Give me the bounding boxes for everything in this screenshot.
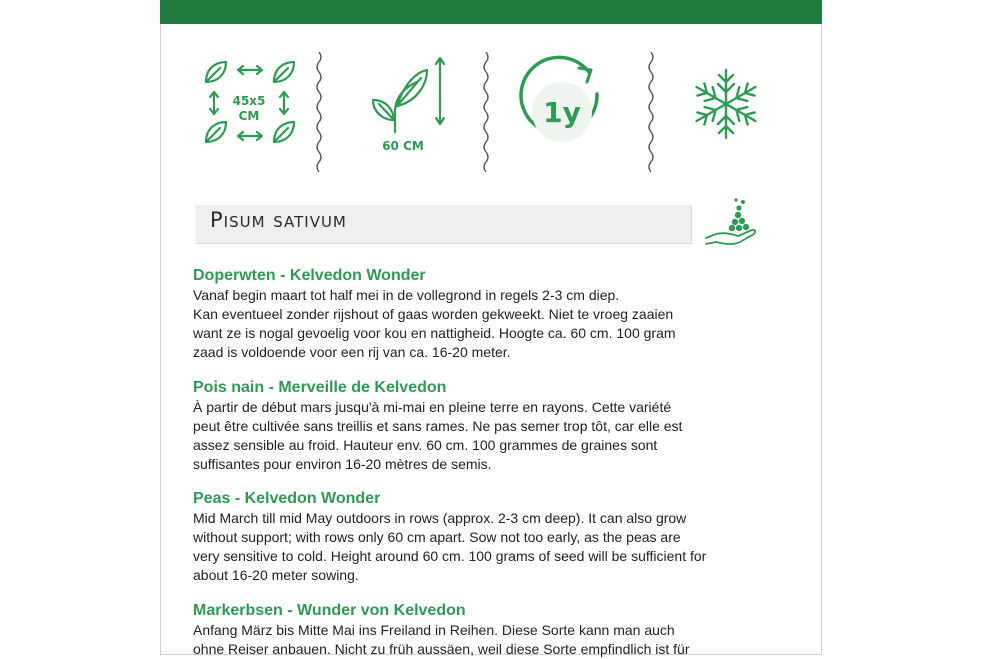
hand-seeds-icon bbox=[702, 194, 758, 250]
spacing-label-bottom: CM bbox=[238, 109, 260, 123]
wavy-divider bbox=[482, 52, 490, 172]
section-title: Pois nain - Merveille de Kelvedon bbox=[193, 379, 447, 396]
wavy-divider bbox=[647, 52, 655, 172]
snowflake-icon bbox=[686, 42, 766, 172]
plant-height-icon bbox=[365, 42, 455, 172]
top-brand-bar bbox=[160, 0, 822, 24]
spacing-label-top: 45x5 bbox=[232, 94, 266, 108]
section-body: À partir de début mars jusqu'à mi-mai en pleine terre en rayons. Cette variété peut être cultivée sans treillis et sans rames. Ne pas semer trop tôt, car elle est assez sensible au froid. Hauteur env. 60 cm. 100 grammes de graines sont suffisantes pour environ 16-20 mètres de semis. bbox=[193, 399, 683, 472]
section-body: Anfang März bis Mitte Mai ins Freiland in Reihen. Diese Sorte kann man auch ohne Reiser anbauen. Nicht zu früh aussäen, weil diese Sorte empfindlich ist für bbox=[193, 622, 690, 657]
section-body: Mid March till mid May outdoors in rows (approx. 2-3 cm deep). It can also grow without support; with rows only 60 cm apart. Sow not too early, as the peas are very sensitive to cold. Height around 60 cm. 100 grams of seed will be sufficient for about 16-20 meter sowing. bbox=[193, 510, 707, 583]
section-french bbox=[193, 378, 793, 474]
section-german bbox=[193, 601, 793, 659]
lifecycle-label: 1y bbox=[543, 96, 581, 129]
cultivation-icons-row bbox=[160, 42, 822, 172]
section-dutch bbox=[193, 266, 793, 362]
height-label: 60 CM bbox=[382, 139, 424, 153]
section-english bbox=[193, 489, 793, 585]
section-body: Vanaf begin maart tot half mei in de vollegrond in regels 2-3 cm diep. Kan eventueel zonder rijshout of gaas worden gekweekt. Niet te vroeg zaaien want ze is nogal gevoelig voor kou en nattigheid. Hoogte ca. 60 cm. 100 gram zaad is voldoende voor een rij van ca. 16-20 meter. bbox=[193, 287, 676, 360]
section-title: Doperwten - Kelvedon Wonder bbox=[193, 267, 426, 284]
latin-name: Pisum sativum bbox=[210, 208, 347, 232]
wavy-divider bbox=[315, 52, 323, 172]
annual-cycle-icon bbox=[515, 42, 610, 172]
section-title: Peas - Kelvedon Wonder bbox=[193, 490, 381, 507]
spacing-icon bbox=[200, 42, 300, 172]
section-title: Markerbsen - Wunder von Kelvedon bbox=[193, 602, 466, 619]
